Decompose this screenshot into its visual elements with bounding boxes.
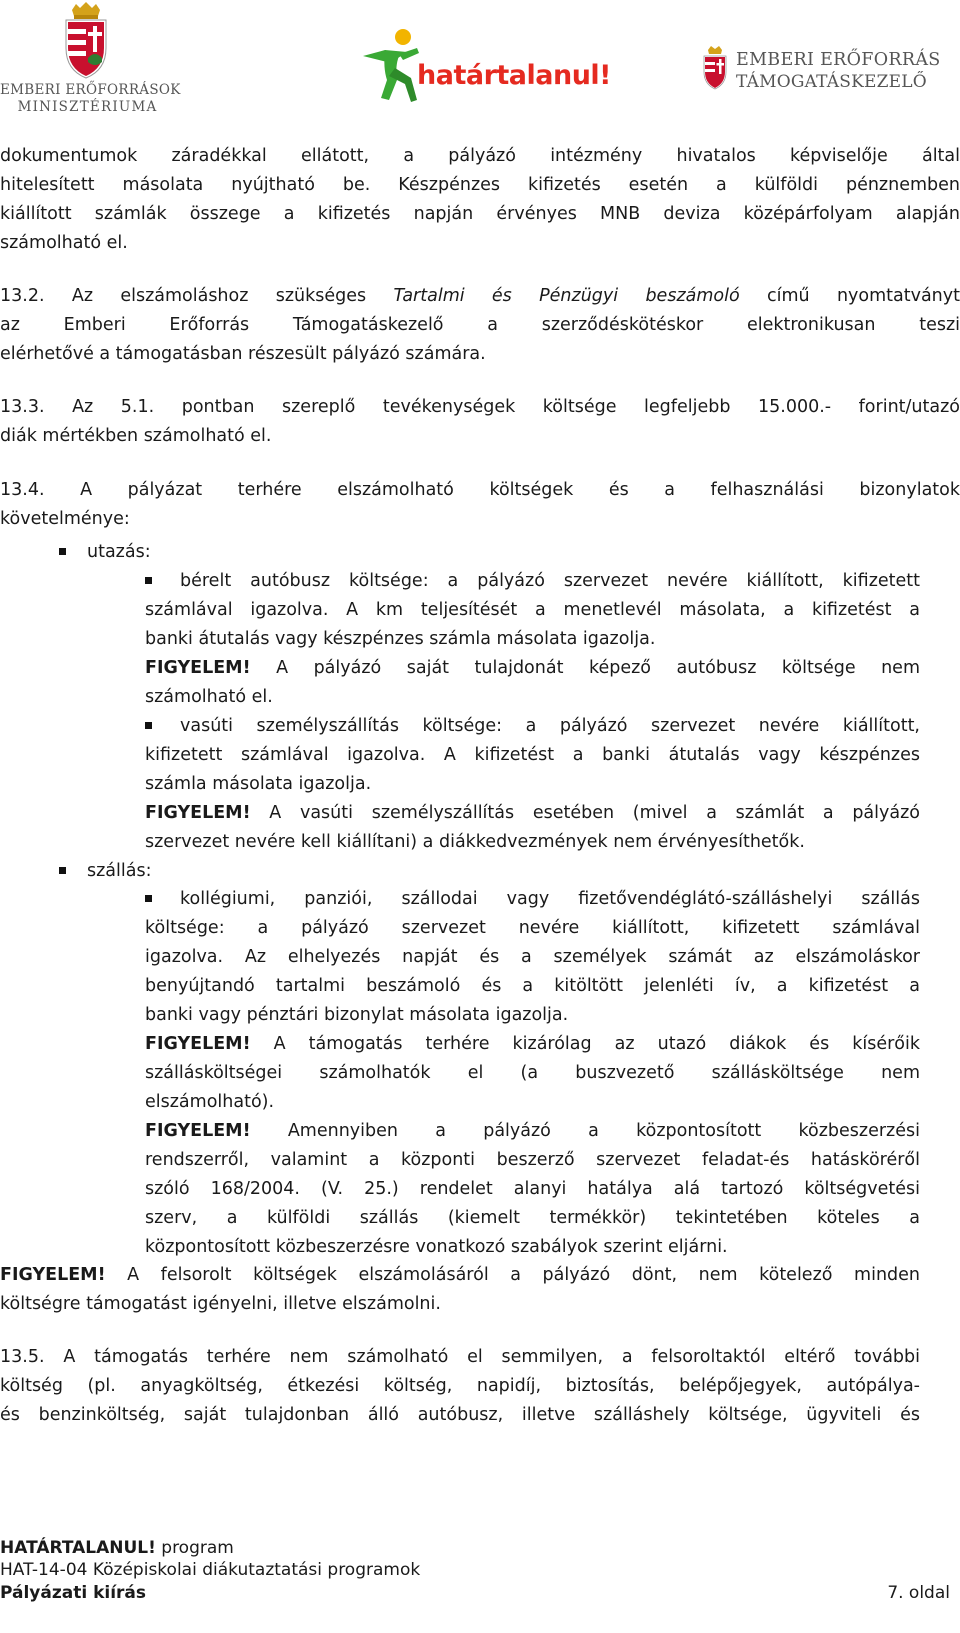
intro-line: számolható el. [0, 233, 128, 253]
footer-doc-title: Pályázati kiírás [0, 1583, 147, 1603]
lodging-warning-line: szerv, a külföldi szállás (kiemelt termékkör) tekintetében köteles a [145, 1208, 920, 1228]
logo-text-line2: TÁMOGATÁSKEZELŐ [736, 72, 927, 92]
bus-line: számlával igazolva. A km teljesítését a menetlevél másolata, a kifizetést a [145, 600, 920, 620]
logo-text-line1: EMBERI ERŐFORRÁS [736, 50, 941, 70]
text-run: A támogatás terhére kizárólag az utazó diákok és kísérőik [250, 1034, 920, 1054]
lodging-warning-line: elszámolható). [145, 1092, 275, 1112]
warning-label: FIGYELEM! [145, 1121, 251, 1141]
lodging-warning-line [145, 1120, 920, 1142]
bus-warning-line [145, 657, 920, 679]
bullet-icon [145, 577, 152, 584]
rail-line: vasúti személyszállítás költsége: a pályázó szervezet nevére kiállított, [180, 716, 920, 736]
rail-line: kifizetett számlával igazolva. A kifizetést a banki átutalás vagy készpénzes [145, 745, 920, 765]
eet-logo [700, 46, 958, 106]
section-13-3-line: diák mértékben számolható el. [0, 426, 272, 446]
lodging-warning-line [145, 1033, 920, 1055]
bullet-icon [59, 867, 66, 874]
rail-warning-line: szervezet nevére kell kiállítani) a diákkedvezmények nem érvényesíthetők. [145, 832, 805, 852]
rail-line: számla másolata igazolja. [145, 774, 372, 794]
hatartalanul-logo [355, 28, 611, 108]
small-crest-icon [700, 46, 730, 90]
brand-wordmark: határtalanul! [417, 60, 611, 91]
general-warning-line: költségre támogatást igényelni, illetve elszámolni. [0, 1294, 441, 1314]
warning-label: FIGYELEM! [145, 658, 251, 678]
warning-label: FIGYELEM! [145, 1034, 251, 1054]
warning-label: FIGYELEM! [0, 1265, 106, 1285]
text-run: című nyomtatványt [739, 286, 960, 306]
general-warning-line [0, 1264, 920, 1286]
lodging-line: költsége: a pályázó szervezet nevére kiállított, kifizetett számlával [145, 918, 920, 938]
lodging-warning-line: szállásköltségei számolhatók el (a buszvezető szállásköltsége nem [145, 1063, 920, 1083]
lodging-line: kollégiumi, panziói, szállodai vagy fizetővendéglátó-szálláshelyi szállás [180, 889, 920, 909]
bullet-icon [145, 722, 152, 729]
footer-subtitle: HAT-14-04 Középiskolai diákutaztatási programok [0, 1560, 421, 1580]
text-run: A vasúti személyszállítás esetében (mivel a számlát a pályázó [250, 803, 920, 823]
logo-text-line1: EMBERI ERŐFORRÁSOK [0, 82, 181, 98]
bullet-icon [145, 895, 152, 902]
warning-label: FIGYELEM! [145, 803, 251, 823]
form-title: Tartalmi és Pénzügyi beszámoló [393, 286, 740, 306]
footer-program [0, 1537, 960, 1559]
intro-line: kiállított számlák összege a kifizetés napján érvényes MNB deviza középárfolyam alapján [0, 204, 960, 224]
rail-warning-line [145, 802, 920, 824]
bus-warning-line: számolható el. [145, 687, 273, 707]
emmi-logo [0, 2, 181, 117]
intro-line: dokumentumok záradékkal ellátott, a pályázó intézmény hivatalos képviselője által [0, 146, 960, 166]
section-13-3-line: 13.3. Az 5.1. pontban szereplő tevékenységek költsége legfeljebb 15.000.- forint/utazó [0, 397, 960, 417]
page-header [0, 0, 960, 120]
lodging-label: szállás: [87, 861, 152, 881]
travel-label: utazás: [87, 542, 151, 562]
section-13-2-line: az Emberi Erőforrás Támogatáskezelő a szerződéskötéskor elektronikusan teszi [0, 315, 960, 335]
intro-line: hitelesített másolata nyújtható be. Készpénzes kifizetés esetén a külföldi pénznemben [0, 175, 960, 195]
text-run: program [155, 1538, 234, 1558]
text-run: A pályázó saját tulajdonát képező autóbusz költsége nem [250, 658, 920, 678]
section-13-2-line: elérhetővé a támogatásban részesült pályázó számára. [0, 344, 486, 364]
lodging-line: banki vagy pénztári bizonylat másolata igazolja. [145, 1005, 569, 1025]
section-13-5-line: 13.5. A támogatás terhére nem számolható el semmilyen, a felsoroltaktól eltérő további [0, 1347, 920, 1367]
lodging-warning-line: központosított közbeszerzésre vonatkozó szabályok szerint eljárni. [145, 1237, 728, 1257]
lodging-line: benyújtandó tartalmi beszámoló és a kitöltött jelenléti ív, a kifizetést a [145, 976, 920, 996]
lodging-warning-line: szóló 168/2004. (V. 25.) rendelet alanyi hatálya alá tartozó költségvetési [145, 1179, 920, 1199]
logo-text-line2: MINISZTÉRIUMA [17, 99, 158, 115]
bus-line: banki átutalás vagy készpénzes számla másolata igazolja. [145, 629, 656, 649]
bullet-icon [59, 548, 66, 555]
section-13-5-line: és benzinköltség, saját tulajdonban álló autóbusz, illetve szálláshely költsége, ügyviteli és [0, 1405, 920, 1425]
text-run: Amennyiben a pályázó a központosított közbeszerzési [250, 1121, 920, 1141]
hungarian-crest-icon [58, 2, 114, 80]
section-13-2-line [0, 285, 960, 307]
section-13-4-line: követelménye: [0, 509, 130, 529]
bus-line: bérelt autóbusz költsége: a pályázó szervezet nevére kiállított, kifizetett [180, 571, 920, 591]
lodging-line: igazolva. Az elhelyezés napját és a személyek számát az elszámoláskor [145, 947, 920, 967]
section-13-5-line: költség (pl. anyagköltség, étkezési költség, napidíj, biztosítás, belépőjegyek, autópálya- [0, 1376, 920, 1396]
text-run: 13.2. Az elszámoláshoz szükséges [0, 286, 394, 306]
section-13-4-line: 13.4. A pályázat terhére elszámolható költségek és a felhasználási bizonylatok [0, 480, 960, 500]
text-run: A felsorolt költségek elszámolásáról a pályázó dönt, nem kötelező minden [105, 1265, 920, 1285]
page-number: 7. oldal [887, 1583, 950, 1603]
program-name: HATÁRTALANUL! [0, 1538, 156, 1558]
running-figure-icon [355, 28, 425, 108]
lodging-warning-line: rendszerről, valamint a központi beszerző szervezet feladat-és hatásköréről [145, 1150, 920, 1170]
